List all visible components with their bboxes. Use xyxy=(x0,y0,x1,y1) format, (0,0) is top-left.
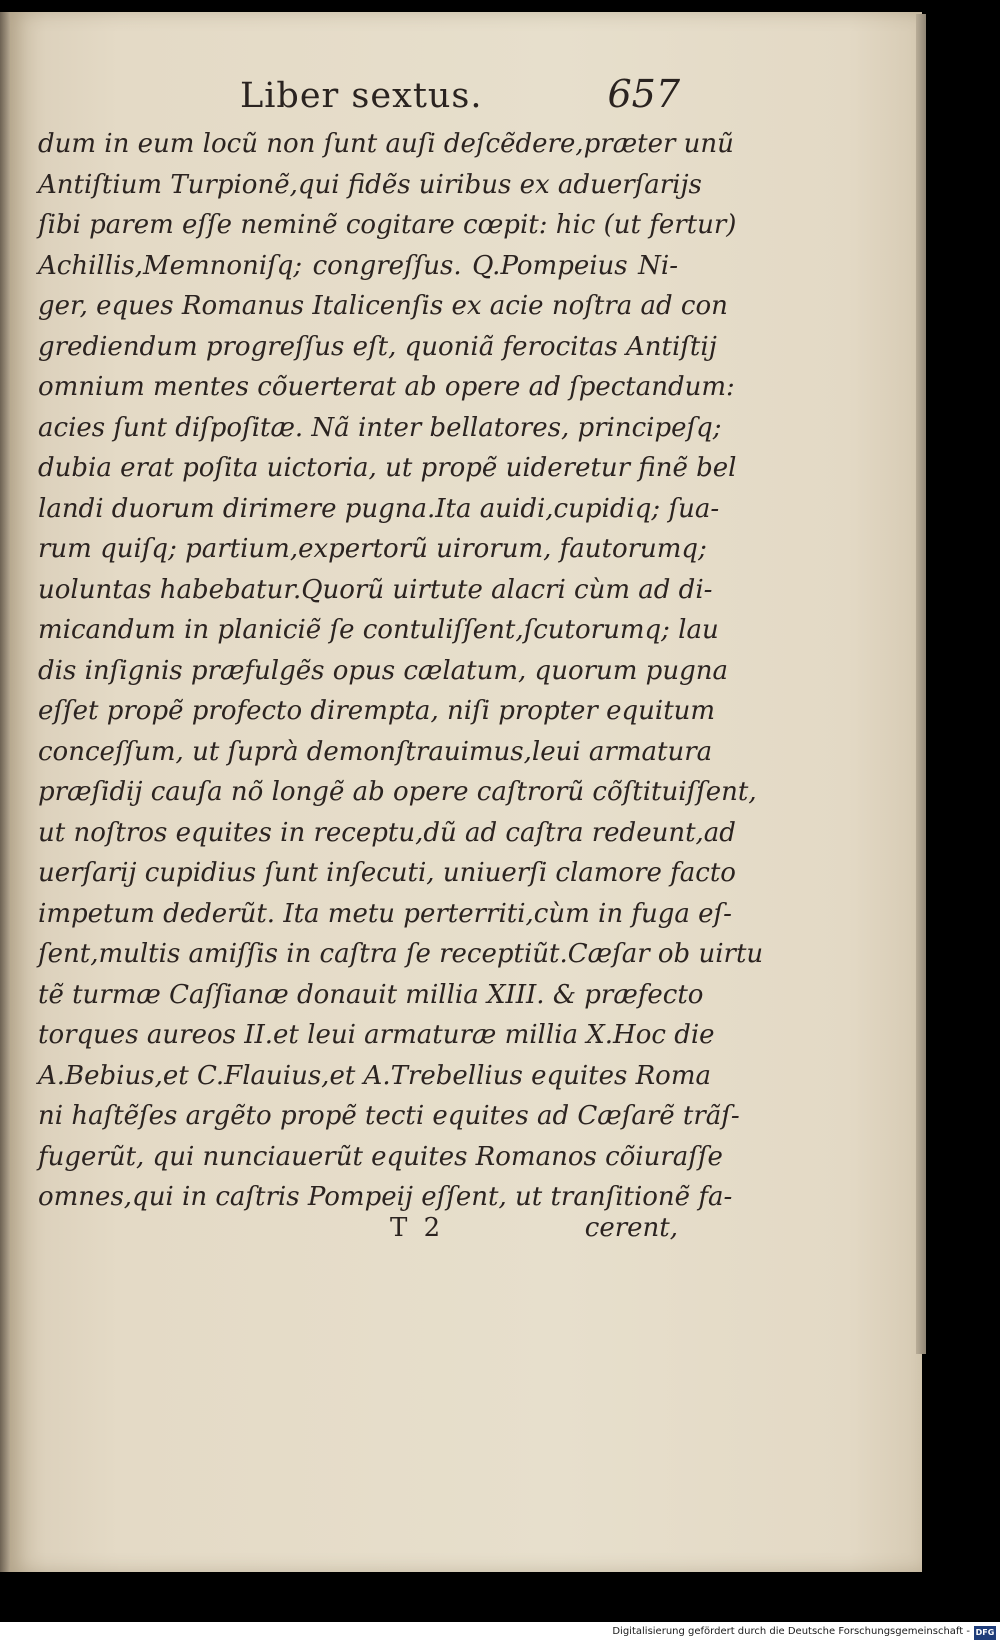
text-line: ger, eques Romanus Italicenſis ex acie noſtra ad con xyxy=(38,291,728,321)
text-line: Achillis,Memnoniſq; congreſſus. Q.Pompeius Ni- xyxy=(38,250,678,281)
text-line: fugerũt, qui nunciauerũt equites Romanos cõiuraſſe xyxy=(38,1141,723,1172)
text-line: acies ſunt diſpoſitӕ. Nã inter bellatores, principeſq; xyxy=(38,412,722,443)
text-line: ut noſtros equites in receptu,dũ ad caſtra redeunt,ad xyxy=(38,817,736,848)
credit-bar xyxy=(0,1622,1000,1646)
text-line: micandum in planiciẽ ſe contuliſſent,ſcutorumq; lau xyxy=(38,615,719,645)
text-line: prӕſidij cauſa nõ longẽ ab opere caſtrorũ cõſtituiſſent, xyxy=(38,777,757,807)
text-line: landi duorum dirimere pugna.Ita auidi,cupidiq; ſua- xyxy=(38,493,720,524)
dfg-logo: DFG xyxy=(974,1626,996,1640)
text-line: A.Bebius,et C.Flauius,et A.Trebellius equites Roma xyxy=(38,1060,711,1091)
text-line: Antiſtium Turpionẽ,qui fidẽs uiribus ex aduerſarijs xyxy=(38,169,702,200)
text-line: omnes,qui in caſtris Pompeij eſſent, ut tranſitionẽ fa- xyxy=(38,1182,733,1212)
text-line: uoluntas habebatur.Quorũ uirtute alacri cùm ad di- xyxy=(38,574,713,605)
text-line: conceſſum, ut ſuprà demonſtrauimus,leui armatura xyxy=(38,736,713,767)
running-head: Liber sextus. xyxy=(240,76,483,116)
text-line: grediendum progreſſus eſt, quoniã ferocitas Antiſtij xyxy=(38,331,717,362)
text-line: dis inſignis prӕfulgẽs opus cӕlatum, quorum pugna xyxy=(38,655,728,686)
page-footer xyxy=(38,1213,678,1253)
text-line: ni haſtẽſes argẽto propẽ tecti equites ad Cӕſarẽ trãſ- xyxy=(38,1101,740,1131)
text-line: dum in eum locũ non ſunt auſi deſcẽdere,prӕter unũ xyxy=(38,129,734,159)
text-line: omnium mentes cõuerterat ab opere ad ſpectandum: xyxy=(38,372,735,402)
text-line: tẽ turmӕ Caſſianӕ donauit millia XIII. & prӕfecto xyxy=(38,979,704,1010)
text-line: rum quiſq; partium,expertorũ uirorum, fautorumq; xyxy=(38,534,707,564)
text-line: ſibi parem eſſe neminẽ cogitare cœpit: hic (ut fertur) xyxy=(38,210,737,240)
page-header xyxy=(240,72,680,132)
body-text xyxy=(38,124,764,1218)
catchword: cerent, xyxy=(584,1213,678,1243)
funding-credit: Digitalisierung gefördert durch die Deutsche Forschungsgemeinschaft - xyxy=(612,1626,970,1637)
signature-mark: T 2 xyxy=(390,1213,445,1243)
text-line: dubia erat poſita uictoria, ut propẽ uideretur finẽ bel xyxy=(38,453,737,483)
text-line: uerſarij cupidius ſunt inſecuti, uniuerſi clamore facto xyxy=(38,858,736,888)
text-line: torques aureos II.et leui armaturӕ millia X.Hoc die xyxy=(38,1020,715,1050)
page-number: 657 xyxy=(607,72,680,116)
text-line: impetum dederũt. Ita metu perterriti,cùm in fuga eſ- xyxy=(38,898,732,929)
text-line: ſent,multis amiſſis in caſtra ſe receptiũt.Cӕſar ob uirtu xyxy=(38,939,764,969)
text-line: eſſet propẽ profecto dirempta, niſi propter equitum xyxy=(38,696,716,726)
page-fore-edge xyxy=(916,14,926,1354)
